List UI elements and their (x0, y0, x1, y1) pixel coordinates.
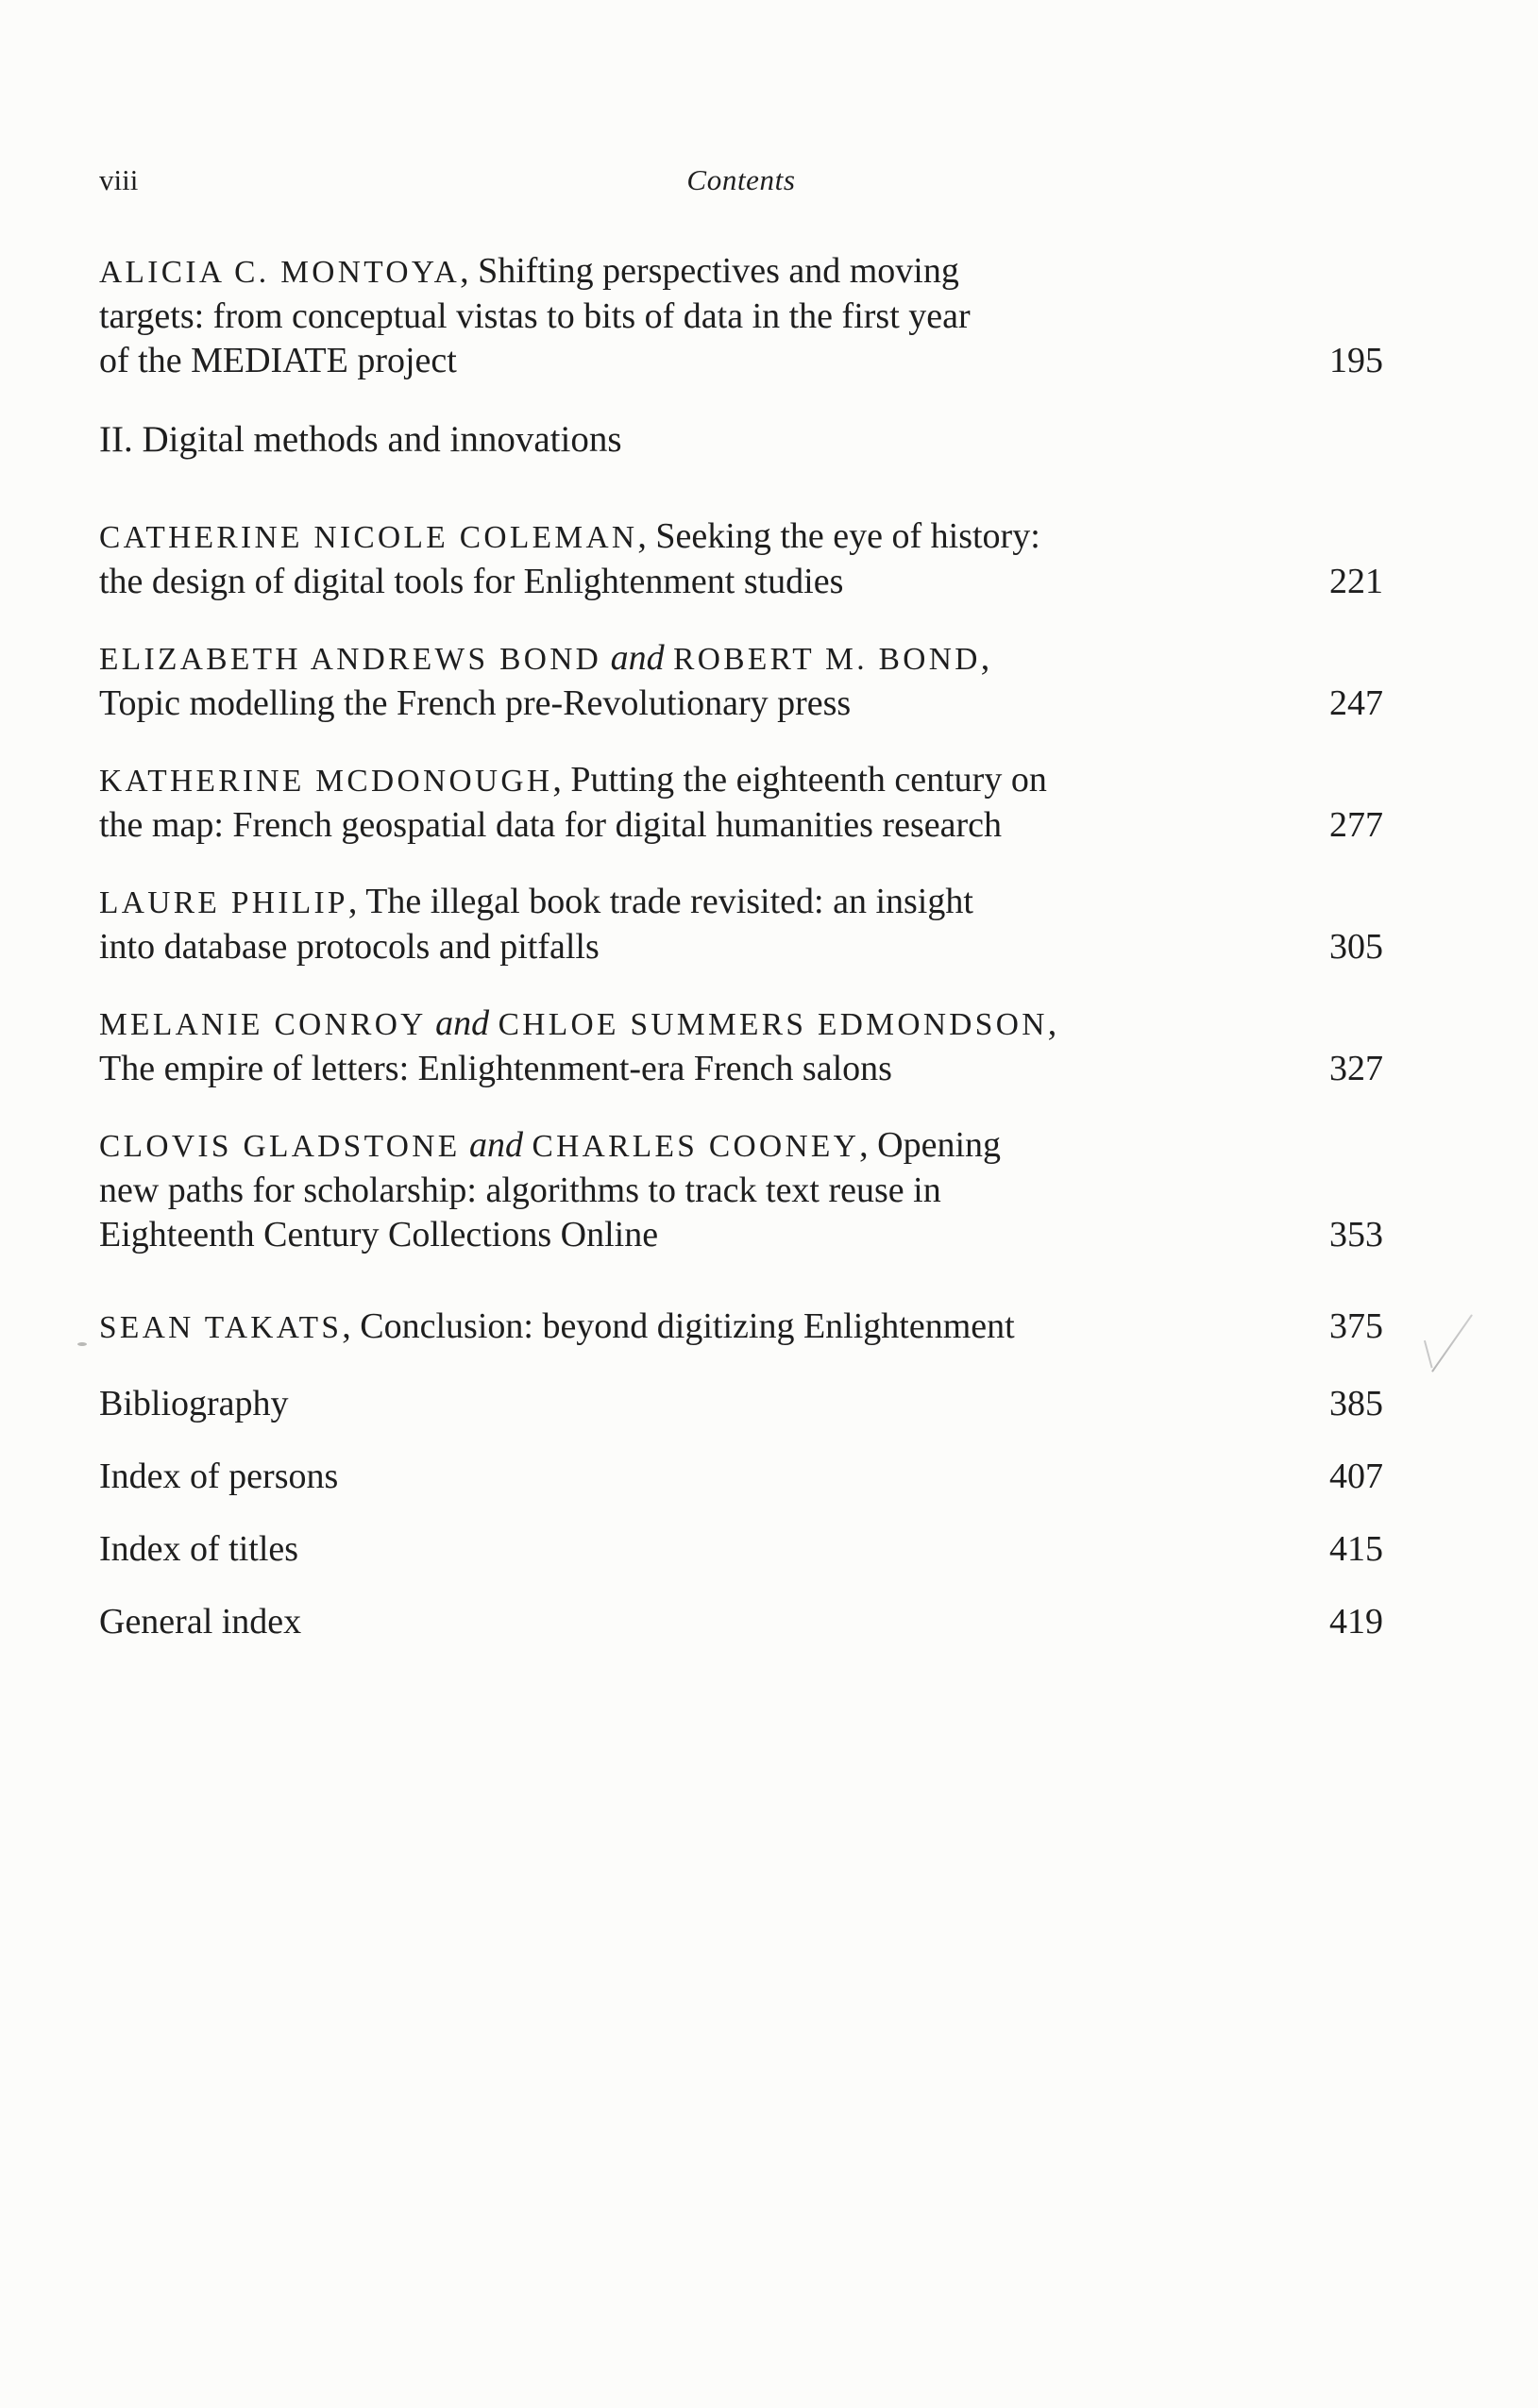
entry-line (99, 1002, 1383, 1047)
title-text: , Shifting perspectives and moving (460, 251, 959, 291)
page-number: 407 (1329, 1457, 1383, 1496)
author-name: CHLOE SUMMERS EDMONDSON (498, 1007, 1048, 1042)
title-text: , Seeking the eye of history: (637, 516, 1040, 556)
entry-text (99, 1170, 941, 1210)
toc-entry (99, 249, 1383, 383)
entry-text (99, 296, 971, 336)
page-number: 353 (1329, 1215, 1383, 1255)
page-number: 327 (1329, 1049, 1383, 1088)
author-name: ALICIA C. MONTOYA (99, 255, 461, 290)
entry-text (99, 638, 989, 678)
title-text: of the MEDIATE project (99, 341, 457, 380)
entry-line (99, 682, 1383, 726)
entry-line (99, 636, 1383, 682)
entry-line (99, 1169, 1383, 1213)
connector-and: and (601, 638, 674, 678)
page-number: 195 (1329, 341, 1383, 380)
entry-line (99, 339, 1383, 383)
toc-entry (99, 1305, 1383, 1350)
entry-text (99, 560, 843, 604)
page-header (99, 160, 1383, 200)
entry-text (99, 925, 600, 969)
title-text: , Opening (859, 1125, 1002, 1165)
entry-text (99, 1213, 658, 1257)
back-matter-item (99, 1455, 1383, 1499)
scan-speck-artifact (77, 1342, 87, 1346)
back-matter-item (99, 1527, 1383, 1572)
title-text: targets: from conceptual vistas to bits of data in the first year (99, 296, 971, 336)
entry-line (99, 803, 1383, 848)
entry-line (99, 1305, 1383, 1350)
entry-line (99, 295, 1383, 339)
title-text: , (1047, 1003, 1057, 1043)
back-matter-item (99, 1600, 1383, 1644)
title-text: , The illegal book trade revisited: an insight (347, 882, 973, 921)
back-matter-label: Index of titles (99, 1529, 299, 1569)
author-name: LAURE PHILIP (99, 885, 348, 920)
toc-entry (99, 880, 1383, 969)
back-matter-label: Bibliography (99, 1384, 289, 1423)
scan-scratch-artifact (1431, 1314, 1473, 1372)
page-number: 277 (1329, 805, 1383, 845)
back-matter-list (99, 1382, 1383, 1644)
author-name: CHARLES COONEY (532, 1129, 860, 1164)
entry-line (99, 514, 1383, 560)
title-text: new paths for scholarship: algorithms to track text reuse in (99, 1170, 941, 1210)
page-number: 385 (1329, 1384, 1383, 1423)
page-number: 375 (1329, 1306, 1383, 1346)
page-folio: viii (99, 163, 139, 196)
back-matter-label: Index of persons (99, 1457, 339, 1496)
title-text: , (980, 638, 990, 678)
entry-text (99, 882, 973, 921)
title-text: Topic modelling the French pre-Revolutionary press (99, 683, 852, 723)
toc-entry (99, 514, 1383, 604)
page-number: 305 (1329, 927, 1383, 967)
entry-text (99, 339, 457, 383)
entry-line (99, 758, 1383, 803)
entry-text (99, 760, 1047, 800)
back-matter-label: General index (99, 1602, 302, 1642)
entry-line (99, 1047, 1383, 1091)
author-name: MELANIE CONROY (99, 1007, 427, 1042)
page-number: 415 (1329, 1529, 1383, 1569)
section-heading: II. Digital methods and innovations (99, 419, 622, 460)
page-number: 419 (1329, 1602, 1383, 1642)
toc-entry (99, 1002, 1383, 1091)
title-text: into database protocols and pitfalls (99, 927, 600, 967)
author-name: SEAN TAKATS (99, 1310, 343, 1345)
entry-text (99, 1305, 1015, 1350)
entry-text (99, 1003, 1056, 1043)
author-name: ELIZABETH ANDREWS BOND (99, 642, 602, 677)
title-text: Eighteenth Century Collections Online (99, 1215, 659, 1255)
toc-entry (99, 758, 1383, 848)
toc-list (99, 249, 1383, 1350)
author-name: KATHERINE MCDONOUGH (99, 764, 553, 799)
author-name: ROBERT M. BOND (673, 642, 981, 677)
entry-line (99, 560, 1383, 604)
entry-text (99, 1125, 1001, 1165)
toc-entry (99, 1123, 1383, 1257)
page-number: 247 (1329, 683, 1383, 723)
toc-entry (99, 636, 1383, 726)
title-text: , Putting the eighteenth century on (552, 760, 1047, 800)
entry-line (99, 1213, 1383, 1257)
entry-line (99, 249, 1383, 295)
connector-and: and (426, 1003, 499, 1043)
entry-text (99, 803, 1002, 848)
running-header-title: Contents (686, 163, 796, 196)
back-matter-item (99, 1382, 1383, 1426)
entry-line (99, 925, 1383, 969)
entry-line (99, 880, 1383, 925)
entry-text (99, 516, 1040, 556)
entry-line (99, 1123, 1383, 1169)
entry-text (99, 1047, 892, 1091)
title-text: The empire of letters: Enlightenment-era French salons (99, 1049, 892, 1088)
author-name: CATHERINE NICOLE COLEMAN (99, 520, 638, 555)
author-name: CLOVIS GLADSTONE (99, 1129, 461, 1164)
title-text: the design of digital tools for Enlightenment studies (99, 562, 844, 601)
connector-and: and (460, 1125, 532, 1165)
entry-text (99, 682, 851, 726)
title-text: , Conclusion: beyond digitizing Enlightenment (342, 1306, 1015, 1346)
entry-text (99, 251, 959, 291)
title-text: the map: French geospatial data for digital humanities research (99, 805, 1002, 845)
page-number: 221 (1329, 562, 1383, 601)
